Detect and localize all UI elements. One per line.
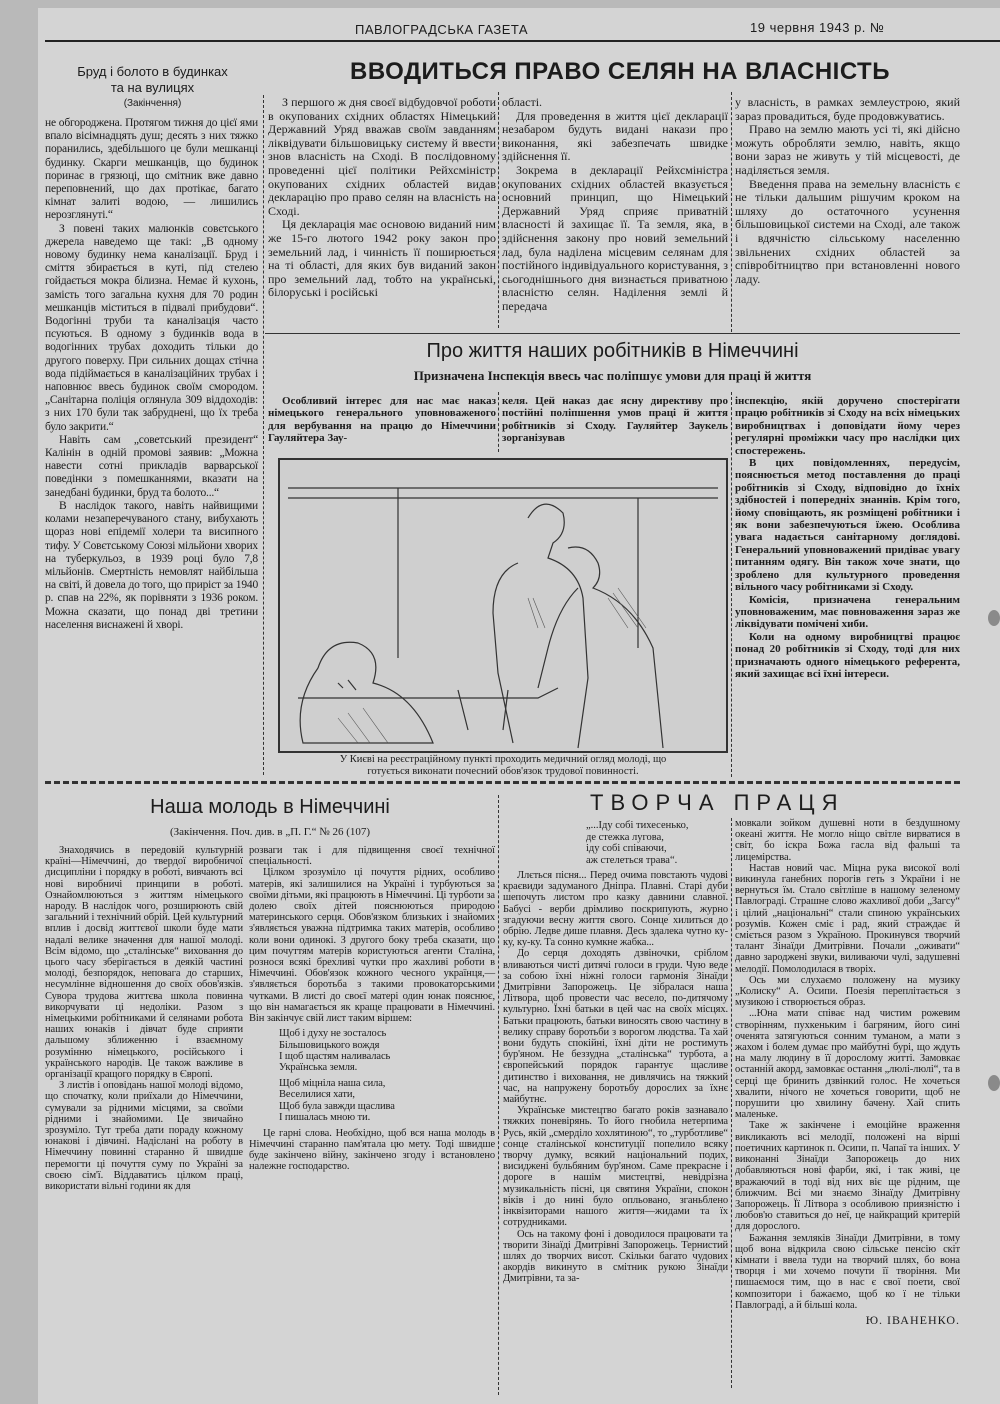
paragraph: Ця декларація має основою виданий ним же 15-го лютого 1942 року закон про земельний лад, і чинність її поширюється на ті області, для яких був виданий закон про земельний лад, тобто на українські, білоруські і російські: [268, 217, 496, 300]
paragraph: Комісія, призначена генеральним уповноваженим, має повноваження зараз же ліквідувати помічені хиби.: [735, 593, 960, 631]
paragraph: не обгороджена. Протягом тижня до цієї ями впало вісімнадцять душ; десять з них тяжко поранились, здебільшого це були мешканці будинку. Скарги мешканців, що будинок поринає в грязюці, що смітник вже давно переповнений, що дах протікає, багато кімнат залиті водою, — лишились нерозглянуті.“: [45, 117, 258, 222]
creative-headline: ТВОРЧА ПРАЦЯ: [590, 790, 845, 815]
paragraph: З листів і оповідань нашої молоді відомо, що спочатку, коли приїхали до Німеччини, сумували за рідними місцями, за своїми рідними і знайомими. Це звичайно зрозуміло. Тут треба дати пораду кожному юнакові і дівчині. Надіслані на роботу в Німеччину повинні старанно й швидше перемогти ці почуття суму по Україні за своєю сім'ї. Віддаватись цілком праці, використати вільні години як для: [45, 1080, 243, 1193]
paragraph: області.: [502, 95, 543, 109]
main-headline: ВВОДИТЬСЯ ПРАВО СЕЛЯН НА ВЛАСНІСТЬ: [350, 58, 890, 85]
header-rule: [45, 40, 1000, 42]
caption-line: готується виконати почесний обов'язок трудової повинності.: [367, 766, 639, 777]
epigraph-line: іду собі співаючи,: [586, 843, 667, 855]
main-article-col1: [268, 96, 496, 300]
paragraph: Особливий інтерес для нас має наказ німецького генерального уповноваженого для вербування на працю до Німеччини Гауляйтера Зау-: [268, 395, 496, 445]
youth-colB: [249, 845, 495, 1172]
subtitle: (Закінчення): [123, 98, 182, 109]
paragraph: у власність, в рамках землеустрою, який зараз провадиться, буде продовжуватись.: [735, 95, 960, 123]
main-article-col3: [735, 96, 960, 286]
column-rule: [263, 95, 264, 775]
poem-line: І пишалась мною ти.: [279, 1112, 371, 1124]
poem-line: І щоб щастям наливалась: [279, 1051, 391, 1063]
illustration-medical-exam: [278, 458, 728, 753]
column-rule: [498, 92, 499, 328]
paragraph: Знаходячись в передовій культурній країні—Німеччині, до твердої виробничої дисципліни і порядку в роботі, вивчають всі нові виробничі принципи в роботі. Ознайомлюються з життям німецького народу. В наслідок чого, розширюють свій загальний і технічний обрій. Цей культурний вплив і досвід життєвої школи буде мати надалі велике значення для нашої молоді. Всім відомо, що „сталінське“ виховання до цього часу зберігається в деякій частині молоді, безпорядок, неповага до старших, несумлінне відношення до своїх обов'язків. Сувора трудова життєва школа повинна викорчувати ці недоліки. Разом з німецькими робітниками й селянами робота наших юнаків і дівчат буде сприяти дальшому зближенню і взаємному розумінню німецького, російського і українського народів. Це також важливе в організації кращого порядку в Європі.: [45, 845, 243, 1081]
epigraph-line: „...Іду собі тихесенько,: [586, 820, 689, 831]
title-line: та на вулицях: [110, 80, 195, 95]
paragraph: Ось ми слухаємо положену на музику „Колиску“ А. Осипи. Поезія переплітається з музикою і створюється образ.: [735, 974, 960, 1009]
paragraph: Навіть сам „советський президент“ Калінін в одній промові заявив: „Можна навести сотні прикладів варварської поведінки з помешканнями, вказати на занедбані будинки, бруд та болото...“: [45, 433, 258, 499]
left-article-body: [45, 117, 258, 632]
paragraph: Цілком зрозуміло ці почуття рідних, особливо матерів, які залишилися на Україні і турбуються за своїми дітьми, які працюють в Німеччині. Ці турботи за долею своїх дітей пояснюються природою материнського серця. Обов'язком близьких і знайомих з'являється уважна підтримка таких матерів, особливо коли вони одинокі. З другого боку треба сказати, що цим почуттям матерів користуються агенти Сталіна, рознося всякі брехливі чутки про жахливі роботи в Німеччині. Обов'язок кожного чесного українця,—з'являється боротьба з такими провокаторськими чутками. В листі до своєї матері один юнак пояснює, що він намагається як краще працювати в Німеччині. Він закінчує свій лист таким віршем:: [249, 867, 495, 1025]
paragraph: В цих повідомленнях, передусім, пояснюється метод поставлення до праці робітників зі Сходу, відповідно до їхніх здібностей і попередніх знаннів. Крім того, йому сповіщають, як розміщені робітники і як вони забезпечуються їжею. Особлива увага надається санітарному доглядові. Генеральний уповноважений придіває увагу питанням одягу. Він також хоче знати, що зроблено для культурного проведення вільного часу робітниками зі Сходу.: [735, 457, 960, 594]
paragraph: Таке ж закінчене і емоційне враження викликають всі мелодії, положені на вірші поетичних картинок п. Осипи, п. Чапаї та інших. У виконанні Зінаїди Запорожець до них добавляються нові фарби, які, і так живі, це вражаючий в тоді від них віє ще рідним, ще ближчим. Всі ми знаємо Зінаїду Дмитрівну Запорожець. Її Літвора з особливою приязністю і любов'ю ставиться до неї, це найкращий критерій для дорослого.: [735, 1120, 960, 1233]
section-rule: [265, 333, 960, 334]
workers-col2: [502, 395, 728, 445]
column-rule: [731, 818, 732, 1388]
creative-colC: [503, 870, 728, 1285]
creative-colD: [735, 818, 960, 1326]
paragraph: В наслідок такого, навіть найвищими колами незаперечуваного стану, вибухають щораз нові епідемії холери та висипного тифу. У Совєтському Союзі мільйони хворих на туберкульоз, в 1939 році було 7,8 мільйонів. Смертність немовлят найбільша на світі, й довела до того, що приріст за 1940 р. спав на 22%, як порівняти з 1936 роком. Можна сказати, що понад дві третини населення виснажені й хворі.: [45, 499, 258, 631]
issue-date: 19 червня 1943 р. №: [750, 20, 885, 35]
paragraph: Ллється пісня... Перед очима повстають чудові краєвиди задуманого Дніпра. Плавні. Старі дуби шепочуть листом про казку давнини славної. Бабусі - верби дрімливо поскрипують, журно згадуючи весну життя свого. Сонце хилиться до обрію. Ледве дише плавня. Десь здалека чутно ку-ку, ку-ку. Та сонно кумкне жабка...: [503, 870, 728, 949]
paragraph: Ось на такому фоні і доводилося працювати та творити Зінаїді Дмитрівні Запорожець. Тернистий шлях до творчих висот. Скільки багато чудових акордів викинуто в смітник рукою Зінаїди Дмитрівни, та за-: [503, 1228, 728, 1285]
paragraph: Коли на одному виробництві працює понад 20 робітників зі Сходу, тоді для них призначають одного німецького референта, який захищає всі їхні інтереси.: [735, 630, 960, 680]
workers-col3: [735, 395, 960, 680]
section-divider: [45, 781, 960, 784]
illustration-frame: [279, 459, 727, 752]
poem-line: Щоб і духу не зосталось: [279, 1028, 387, 1040]
caption-line: У Києві на реєстраційному пункті проходить медичний огляд молоді, що: [339, 754, 667, 765]
left-article-title: [45, 64, 260, 112]
author-signature: Ю. ІВАНЕНКО.: [865, 1312, 960, 1327]
workers-subtitle: Призначена Інспекція ввесь час поліпшує умови для праці й життя: [413, 368, 812, 383]
paragraph: З повені таких малюнків совєтського джерела наведемо ще такі: „В одному новому будинку нема каналізації. Бруд і сміття збирається в куті, під стелею гойдається мокра білизна. Немає й кухонь, замість того загальна кухня для 70 родин мешканців міститься в підвалі прибудови“. Водогінні труби та каналізація часто псуються. В одному з будинків вода в водогінних трубах доходить тільки до другого поверху. При сильних дощах стічна вода підіймається в каналізаційних трубах і наповнює ввесь будинок своїм смородом. „Санітарна поліція оглянула 309 віддоходів: з них 170 були так забруднені, що їх треба було закрити.“: [45, 222, 258, 433]
newspaper-name: ПАВЛОГРАДСЬКА ГАЗЕТА: [355, 22, 529, 37]
paragraph: Українське мистецтво багато років зазнавало тяжких поневірянь. То його гнобила нетерпима Русь, якій „смерділо хохлятиною“, то „турботливе“ сонце сталінської конституції попелило всяку творчу думку, всякий національний подих, висиджені бульбяним бур'яном. Саме прекрасне і дороге в нашім мистецтві, невідрізна музикальність пісні, ця святиня України, спокон віків і до нині було опльовано, зганьблено інквізиторами нашого життя—жидами та їх сотрудниками.: [503, 1105, 728, 1229]
illustration-caption: [278, 754, 728, 778]
paragraph: мовкали зойком душевні ноти в бездушному океані життя. Не могло ніщо світле вирватися в світ, бо іскра Божа гасла від фальші та лицемірства.: [735, 818, 960, 863]
main-article-col2: [502, 96, 728, 314]
epigraph-line: де стежка лугова,: [586, 831, 664, 843]
column-rule: [498, 795, 499, 1395]
paragraph: До серця доходять дзвіночки, сріблом вливаються чисті дитячі голоси в груди. Чую веде за собою їхні ніжні голоси гармонія Зінаїди Дмитрівни Запорожець. Це зібралася наша Літвора, щоб провести час весело, по-дитячому культурно. Їхні батьки в цей час на своїх місцях. Батьки працюють, батьки виносять свою частину в велику справу боротьби з ворогом людства. Та хай вони будуть спокійні, їхні діти не ростимуть бур'яном. Не беззудна „сталінська“ турбота, а європейський порядок гарантує щасливе дитинство і виховання, не дивлячись на тяжкий час, на напружену боротьбу дорослих за їхнє майбутнє.: [503, 948, 728, 1106]
paragraph: Зокрема в декларації Рейхсміністра окупованих східних областей вказується основний принцип, що Німецький Державний Уряд сприяє приватній власності й захищає її. Та земля, яка, в здійснення закону про новий земельний лад, була наділена місцевим селянам для постійного індивідуального користування, з сьогоднішнього дня визнається приватною власністю селян. Наділення землі й передача: [502, 162, 728, 313]
workers-col1: [268, 395, 496, 445]
poem-stanza: [279, 1078, 495, 1124]
paragraph: З першого ж дня своєї відбудовчої роботи в окупованих східних областях Німецький Державний Уряд вважав своїм завданням ліквідувати більшовицьку систему й ввести знов власність на Сході. В послідовному проведенні цієї політики Рейхсміністр окупованих східних областей видав декларацію про право селян на власність на Сході.: [268, 95, 496, 218]
paragraph: Настав новий час. Міцна рука високої волі викинула ганебних порогів геть з України і не вернуться їм. Стало світліше в нашому зеленому Павлограді. Страшне слово жахливої доби „Загсу“ і цілий „національні“ стали спиною українських розумів. Кожен сміє і рад, який страждає й сміється разом з Україною. Прокинувся творчий талант Зінаїди Дмитрівни. Почали „оживати“ давно зароджені звуки, виливаючи чулі, задушевні мелодії. Помолодилася в творіх.: [735, 862, 960, 975]
poem-stanza: [279, 1028, 495, 1074]
paragraph: розваги так і для підвищення своєї технічної спеціальності.: [249, 845, 495, 868]
youth-subtitle: (Закінчення. Поч. див. в „П. Г.“ № 26 (107): [169, 826, 371, 838]
youth-colA: [45, 845, 243, 1192]
paragraph: інспекцію, якій доручено спостерігати працю робітників зі Сходу на всіх німецьких виробництвах і доповідати йому через регулярні проміжки часу про наслідки цих спостережень.: [735, 395, 960, 457]
paragraph: ...Юна мати співає над чистим рожевим створінням, пухкеньким і багряним, його сині оченята затягуються сонним туманом, а мати з жахом і болем думає про майбутні бурі, що ждуть на малу людину в її дорослому житті. Замовкає останній акорд, замовкає остання „люлі-люлі“, та в серці ще бринить дзвінкий голос. Не хочеться хвалити, нічого не хочеться говорити, щоб не порушити цю хвилину бачену. Хай спить маленьке.: [735, 1008, 960, 1121]
youth-headline: Наша молодь в Німеччині: [150, 796, 390, 818]
paragraph: Бажання земляків Зінаїди Дмитрівни, в тому щоб вона відкрила свою сільське пенсію скіт кімнати і ввела туди на творчий шлях, бо вона творця і ми хочемо почути її творіння. Ми пишаємося тим, що в нас є свої поети, свої композитори і бажаємо, щоб ко ї не тільки Павлограді, а й більші кола.: [735, 1232, 960, 1311]
poem-line: Українська земля.: [279, 1062, 358, 1074]
poem-line: Щоб міцніла наша сила,: [279, 1077, 386, 1089]
workers-headline: Про життя наших робітників в Німеччині: [426, 340, 799, 362]
punch-hole: [988, 1075, 1000, 1091]
title-line: Бруд і болото в будинках: [77, 64, 228, 79]
column-rule: [731, 92, 732, 332]
paragraph: келя. Цей наказ дає ясну директиву про постійні поліпшення умов праці й життя робітників зі Сходу. Гауляйтер Заукель зорганізував: [502, 395, 728, 445]
poem-line: Щоб була завжди щаслива: [279, 1100, 395, 1112]
column-rule: [498, 392, 499, 452]
poem-line: Більшовицького вождя: [279, 1039, 380, 1051]
paragraph: Для проведення в життя цієї декларації незабаром будуть видані накази про виконання, які забезпечать швидке здійснення її.: [502, 108, 728, 164]
column-rule: [731, 392, 732, 777]
epigraph: [586, 820, 688, 866]
paragraph: Це гарні слова. Необхідно, щоб вся наша молодь в Німеччині старанно пам'ятала цю мету. Тоді швидше буде закінчено війну, закінчено згоду і встановлено належне господарство.: [249, 1127, 495, 1173]
paragraph: Право на землю мають усі ті, які дійсно можуть обробляти землю, навіть, якщо вони зараз не живуть у тій місцевості, де наділяється земля.: [735, 122, 960, 177]
paragraph: Введення права на земельну власність є не тільки дальшим рішучим кроком на шляху до остаточного усунення більшовицької системи на Сході, але також і вдячністю сільському населенню звільнених східних областей за співробітництво при встановленні нового ладу.: [735, 176, 960, 286]
poem-line: Веселилися хати,: [279, 1089, 355, 1101]
punch-hole: [988, 610, 1000, 626]
epigraph-line: аж стелеться трава“.: [586, 854, 678, 866]
